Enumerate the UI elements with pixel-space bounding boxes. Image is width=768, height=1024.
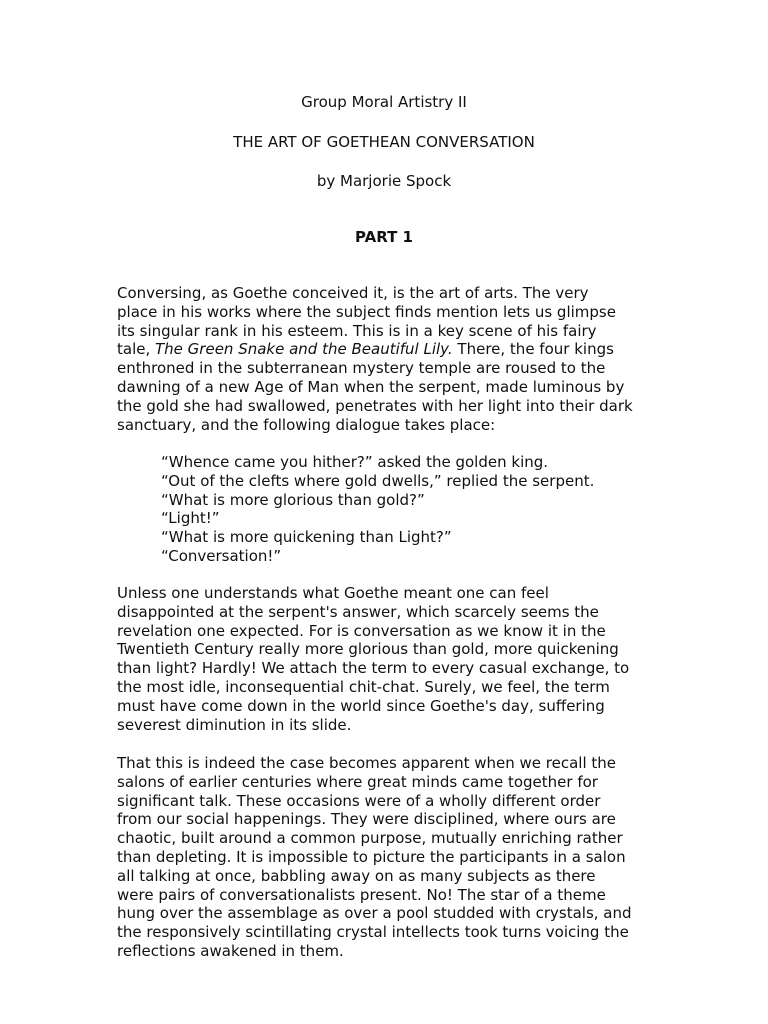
text-line (117, 340, 657, 359)
text-line: must have come down in the world since Goethe's day, suffering (117, 696, 605, 715)
document-title: THE ART OF GOETHEAN CONVERSATION (233, 133, 535, 151)
dialogue-line: “Conversation!” (161, 546, 282, 565)
text-line: sanctuary, and the following dialogue takes place: (117, 415, 496, 434)
text-line: Unless one understands what Goethe meant one can feel (117, 584, 549, 602)
text-line: Twentieth Century really more glorious than gold, more quickening (117, 640, 619, 659)
fairy-tale-title: The Green Snake and the Beautiful Lily. (155, 340, 453, 359)
text-line: dawning of a new Age of Man when the serpent, made luminous by (117, 377, 625, 396)
text-line: hung over the assemblage as over a pool studded with crystals, and (117, 904, 632, 923)
text-line: the gold she had swallowed, penetrates with her light into their dark (117, 396, 633, 415)
dialogue-line: “Out of the clefts where gold dwells,” replied the serpent. (161, 471, 595, 490)
text-line: significant talk. These occasions were of a wholly different order (117, 791, 601, 810)
text-line: severest diminution in its slide. (117, 715, 352, 734)
text-line: the responsively scintillating crystal intellects took turns voicing the (117, 923, 629, 942)
text-line: That this is indeed the case becomes apparent when we recall the (117, 754, 616, 772)
dialogue-line: “What is more quickening than Light?” (161, 528, 452, 547)
paragraph-2 (117, 584, 657, 734)
text-line: than depleting. It is impossible to picture the participants in a salon (117, 847, 626, 866)
text-fragment: There, the four kings (452, 340, 614, 359)
dialogue-line: “Light!” (161, 509, 220, 528)
text-line: its singular rank in his esteem. This is in a key scene of his fairy (117, 321, 597, 340)
dialogue-line: “What is more glorious than gold?” (161, 490, 425, 509)
paragraph-1 (117, 284, 657, 434)
text-line: the most idle, inconsequential chit-chat. Surely, we feel, the term (117, 677, 610, 696)
author-byline: by Marjorie Spock (316, 172, 452, 190)
dialogue-line: “Whence came you hither?” asked the golden king. (161, 453, 549, 471)
text-line: disappointed at the serpent's answer, which scarcely seems the (117, 602, 599, 621)
text-line: enthroned in the subterranean mystery temple are roused to the (117, 359, 606, 378)
text-fragment: tale, (117, 340, 156, 359)
text-line: Conversing, as Goethe conceived it, is the art of arts. The very (117, 284, 589, 302)
text-line: than light? Hardly! We attach the term to every casual exchange, to (117, 659, 630, 678)
text-line: place in his works where the subject finds mention lets us glimpse (117, 302, 616, 321)
text-line: chaotic, built around a common purpose, mutually enriching rather (117, 829, 623, 848)
text-line: salons of earlier centuries where great minds came together for (117, 772, 598, 791)
paragraph-3 (117, 754, 657, 961)
text-line: were pairs of conversationalists present. No! The star of a theme (117, 885, 606, 904)
text-line: reflections awakened in them. (117, 941, 344, 960)
text-line: all talking at once, babbling away on as many subjects as there (117, 866, 596, 885)
part-heading: PART 1 (355, 228, 413, 246)
series-heading: Group Moral Artistry II (301, 93, 467, 111)
text-line: from our social happenings. They were disciplined, where ours are (117, 810, 616, 829)
dialogue-block (161, 453, 594, 566)
text-line: revelation one expected. For is conversation as we know it in the (117, 621, 606, 640)
